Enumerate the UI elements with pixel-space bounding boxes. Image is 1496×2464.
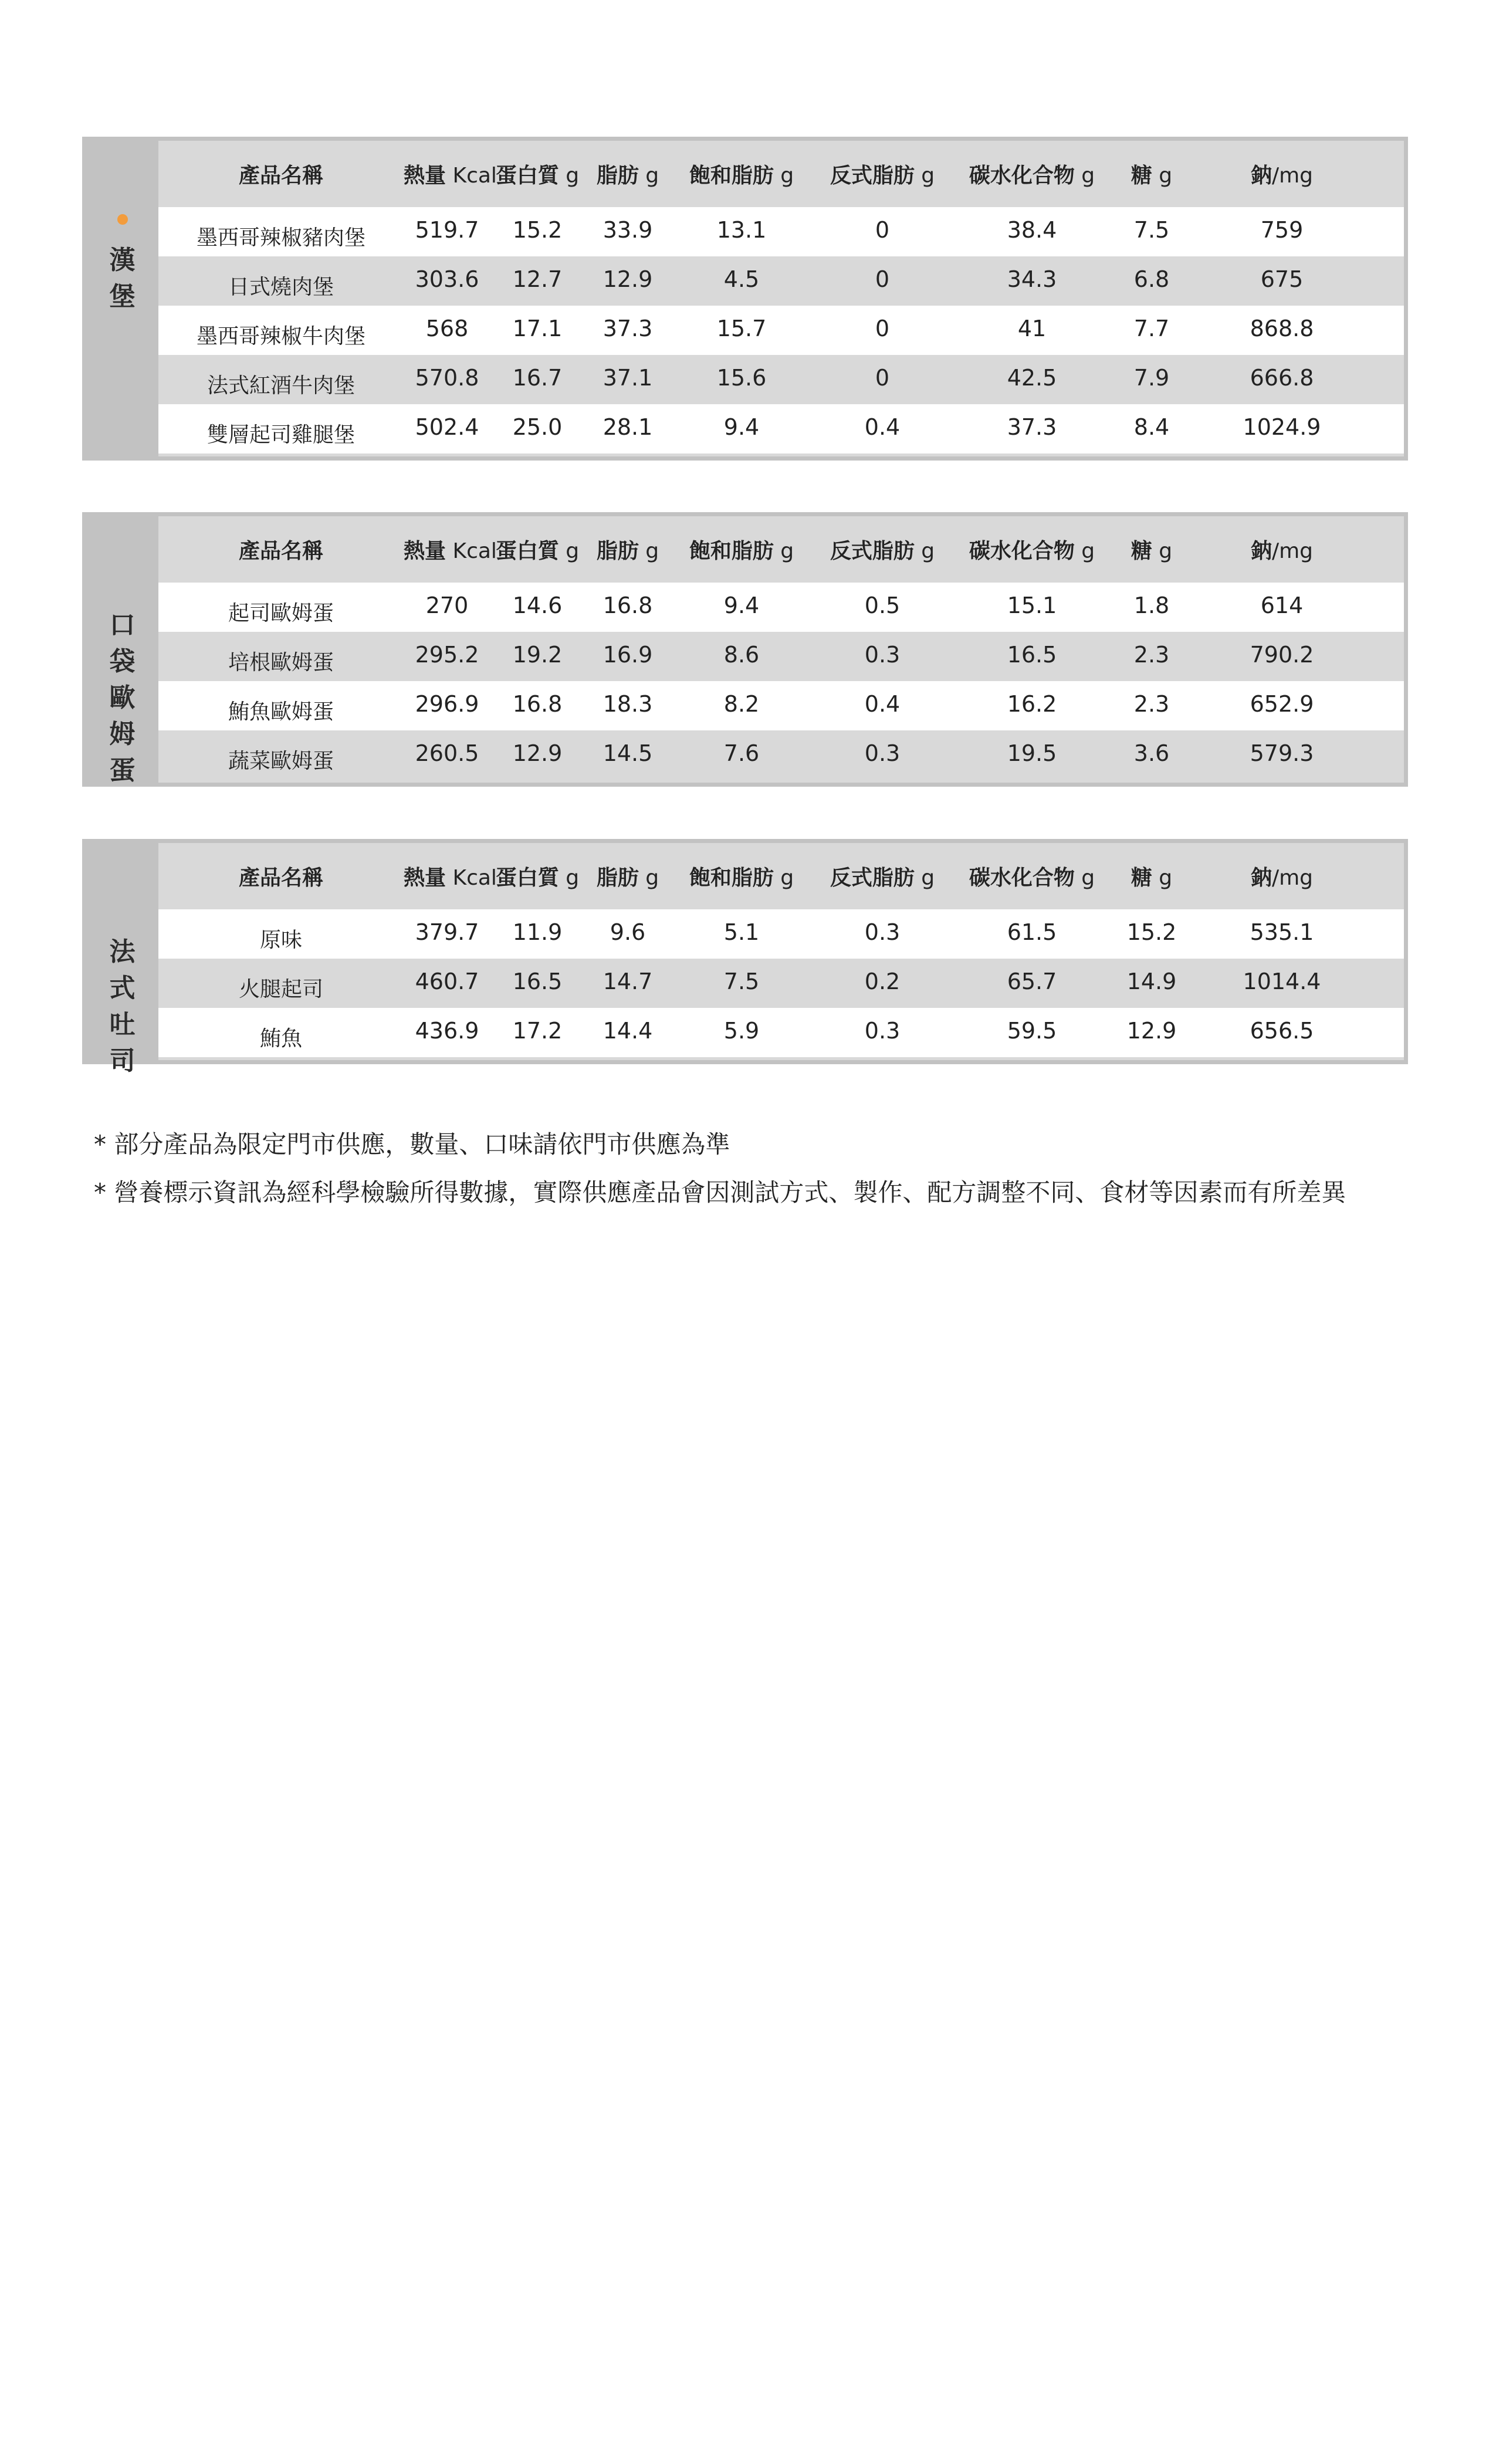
table-row [158, 306, 1404, 355]
nutrition-value-cell: 14.6 [512, 593, 563, 618]
nutrition-value-cell: 25.0 [512, 414, 563, 440]
nutrition-value-cell: 38.4 [1007, 217, 1057, 243]
nutrition-value-cell: 9.4 [723, 593, 760, 618]
column-header-label: 反式脂肪 [830, 539, 915, 563]
nutrition-value-cell: 28.1 [603, 414, 653, 440]
column-header-label: 飽和脂肪 [689, 539, 774, 563]
nutrition-value-cell: 7.5 [723, 969, 760, 994]
nutrition-value-cell: 6.8 [1133, 266, 1170, 292]
nutrition-value-cell: 65.7 [1007, 969, 1057, 994]
burger-nutrition-table [82, 137, 1408, 461]
nutrition-value-cell: 15.6 [716, 365, 767, 391]
product-name-cell: 原味 [259, 928, 302, 952]
column-header-label: 碳水化合物 [969, 164, 1075, 188]
nutrition-value-cell: 2.3 [1133, 642, 1170, 668]
nutrition-value-cell: 8.6 [723, 642, 760, 668]
table-row [158, 256, 1404, 306]
product-name-cell: 墨西哥辣椒豬肉堡 [196, 225, 365, 250]
category-char: 司 [109, 1046, 136, 1076]
nutrition-value-cell: 16.7 [512, 365, 563, 391]
nutrition-value-cell: 15.7 [716, 316, 767, 341]
nutrition-value-cell: 14.7 [603, 969, 653, 994]
column-header [158, 159, 404, 189]
category-char: 堡 [109, 282, 136, 312]
nutrition-value-cell: 675 [1260, 266, 1304, 292]
column-header-unit: g [914, 866, 935, 890]
category-char: 歐 [109, 683, 136, 713]
omelette-nutrition-table [82, 512, 1408, 787]
column-header-unit: g [1152, 539, 1173, 563]
column-header [490, 159, 584, 189]
table-row [158, 909, 1404, 959]
nutrition-value-cell: 9.6 [610, 919, 646, 945]
column-header-label: 反式脂肪 [830, 866, 915, 890]
product-name-cell: 鮪魚歐姆蛋 [228, 699, 334, 724]
nutrition-value-cell: 19.2 [512, 642, 563, 668]
nutrition-value-cell: 9.4 [723, 414, 760, 440]
column-header-label: 產品名稱 [238, 866, 323, 890]
nutrition-value-cell: 0.3 [864, 642, 901, 668]
column-header-label: 產品名稱 [238, 164, 323, 188]
column-header-unit: Kcal [446, 866, 497, 890]
nutrition-value-cell: 2.3 [1133, 691, 1170, 717]
nutrition-value-cell: 16.8 [512, 691, 563, 717]
table-row [158, 959, 1404, 1008]
nutrition-grid [158, 516, 1404, 780]
nutrition-value-cell: 15.2 [1126, 919, 1177, 945]
nutrition-value-cell: 14.4 [603, 1018, 653, 1044]
column-header [490, 534, 584, 564]
column-header-unit: Kcal [446, 164, 497, 188]
nutrition-value-cell: 270 [425, 593, 469, 618]
nutrition-value-cell: 460.7 [415, 969, 479, 994]
nutrition-value-cell: 0 [875, 217, 890, 243]
nutrition-value-cell: 0.3 [864, 919, 901, 945]
nutrition-value-cell: 535.1 [1250, 919, 1314, 945]
column-header-label: 鈉 [1250, 866, 1272, 890]
column-header [158, 534, 404, 564]
nutrition-value-cell: 12.9 [512, 740, 563, 766]
column-header [671, 861, 812, 891]
footnote-availability: * 部分產品為限定門市供應，數量、口味請依門市供應為準 [94, 1130, 730, 1159]
nutrition-value-cell: 0.4 [864, 691, 901, 717]
nutrition-value-cell: 379.7 [415, 919, 479, 945]
nutrition-value-cell: 3.6 [1133, 740, 1170, 766]
nutrition-value-cell: 33.9 [603, 217, 653, 243]
column-header [812, 861, 953, 891]
column-header [404, 861, 497, 891]
column-header-unit: g [914, 164, 935, 188]
column-header-label: 脂肪 [596, 866, 639, 890]
nutrition-value-cell: 568 [425, 316, 469, 341]
column-header-unit: g [1074, 164, 1095, 188]
nutrition-value-cell: 15.2 [512, 217, 563, 243]
column-header-unit: /mg [1271, 539, 1314, 563]
product-name-cell: 鮪魚 [259, 1026, 302, 1051]
column-header [953, 159, 1111, 189]
column-header [490, 861, 584, 891]
nutrition-value-cell: 12.9 [603, 266, 653, 292]
nutrition-value-cell: 14.9 [1126, 969, 1177, 994]
nutrition-value-cell: 656.5 [1250, 1018, 1314, 1044]
nutrition-value-cell: 790.2 [1250, 642, 1314, 668]
product-name-cell: 雙層起司雞腿堡 [207, 422, 355, 447]
column-header-unit: g [1152, 866, 1173, 890]
nutrition-value-cell: 502.4 [415, 414, 479, 440]
column-header-label: 產品名稱 [238, 539, 323, 563]
nutrition-value-cell: 7.9 [1133, 365, 1170, 391]
nutrition-value-cell: 16.8 [603, 593, 653, 618]
nutrition-value-cell: 8.2 [723, 691, 760, 717]
table-row [158, 632, 1404, 681]
column-header-unit: g [638, 164, 659, 188]
nutrition-value-cell: 868.8 [1250, 316, 1314, 341]
table-header-row [158, 516, 1404, 583]
nutrition-value-cell: 41 [1017, 316, 1047, 341]
column-header [584, 861, 671, 891]
nutrition-value-cell: 16.2 [1007, 691, 1057, 717]
column-header-label: 反式脂肪 [830, 164, 915, 188]
column-header-label: 糖 [1131, 866, 1152, 890]
category-char: 口 [109, 610, 136, 640]
nutrition-value-cell: 0.4 [864, 414, 901, 440]
nutrition-grid [158, 141, 1404, 453]
nutrition-grid [158, 843, 1404, 1057]
nutrition-value-cell: 0 [875, 365, 890, 391]
column-header [1192, 534, 1372, 564]
nutrition-value-cell: 34.3 [1007, 266, 1057, 292]
product-name-cell: 培根歐姆蛋 [228, 650, 334, 675]
nutrition-value-cell: 570.8 [415, 365, 479, 391]
column-header-unit: /mg [1271, 866, 1314, 890]
category-char: 袋 [109, 647, 136, 676]
nutrition-value-cell: 1.8 [1133, 593, 1170, 618]
column-header-unit: Kcal [446, 539, 497, 563]
nutrition-value-cell: 37.3 [603, 316, 653, 341]
column-header-label: 脂肪 [596, 164, 639, 188]
nutrition-value-cell: 295.2 [415, 642, 479, 668]
column-header-label: 飽和脂肪 [689, 866, 774, 890]
column-header [158, 861, 404, 891]
column-header-unit: g [914, 539, 935, 563]
column-header [1192, 159, 1372, 189]
column-header [671, 534, 812, 564]
column-header-unit: g [773, 164, 794, 188]
table-header-row [158, 843, 1404, 909]
nutrition-value-cell: 17.2 [512, 1018, 563, 1044]
product-name-cell: 火腿起司 [238, 977, 323, 1001]
table-header-row [158, 141, 1404, 207]
nutrition-value-cell: 614 [1260, 593, 1304, 618]
nutrition-value-cell: 652.9 [1250, 691, 1314, 717]
category-char: 蛋 [109, 756, 136, 786]
table-row [158, 681, 1404, 730]
column-header [953, 861, 1111, 891]
category-label [86, 843, 158, 1076]
nutrition-value-cell: 37.1 [603, 365, 653, 391]
nutrition-value-cell: 18.3 [603, 691, 653, 717]
nutrition-value-cell: 4.5 [723, 266, 760, 292]
nutrition-value-cell: 19.5 [1007, 740, 1057, 766]
product-name-cell: 蔬菜歐姆蛋 [228, 749, 334, 773]
nutrition-value-cell: 12.7 [512, 266, 563, 292]
column-header [671, 159, 812, 189]
column-header-label: 飽和脂肪 [689, 164, 774, 188]
product-name-cell: 法式紅酒牛肉堡 [207, 373, 355, 398]
column-header-label: 蛋白質 [495, 866, 559, 890]
nutrition-value-cell: 666.8 [1250, 365, 1314, 391]
category-char: 吐 [109, 1010, 136, 1040]
table-row [158, 730, 1404, 780]
column-header-label: 熱量 [404, 539, 446, 563]
column-header-label: 鈉 [1250, 164, 1272, 188]
category-char: 式 [109, 973, 136, 1003]
column-header-label: 熱量 [404, 164, 446, 188]
category-char: 漢 [109, 245, 136, 275]
column-header [1192, 861, 1372, 891]
column-header-label: 碳水化合物 [969, 539, 1075, 563]
category-label [86, 141, 158, 456]
column-header-unit: /mg [1271, 164, 1314, 188]
nutrition-value-cell: 15.1 [1007, 593, 1057, 618]
column-header-label: 糖 [1131, 539, 1152, 563]
nutrition-value-cell: 0.3 [864, 1018, 901, 1044]
nutrition-value-cell: 59.5 [1007, 1018, 1057, 1044]
nutrition-value-cell: 16.9 [603, 642, 653, 668]
column-header [1111, 534, 1192, 564]
table-row [158, 404, 1404, 453]
column-header-label: 脂肪 [596, 539, 639, 563]
nutrition-value-cell: 579.3 [1250, 740, 1314, 766]
column-header-unit: g [559, 164, 580, 188]
nutrition-value-cell: 0 [875, 316, 890, 341]
product-name-cell: 日式燒肉堡 [228, 275, 334, 299]
column-header [1111, 861, 1192, 891]
column-header-unit: g [638, 539, 659, 563]
category-label [86, 516, 158, 786]
column-header [404, 534, 497, 564]
column-header [812, 159, 953, 189]
nutrition-value-cell: 7.7 [1133, 316, 1170, 341]
nutrition-value-cell: 7.5 [1133, 217, 1170, 243]
french-toast-nutrition-table [82, 839, 1408, 1076]
column-header-unit: g [559, 866, 580, 890]
category-char: 姆 [109, 719, 136, 749]
table-row [158, 207, 1404, 256]
nutrition-value-cell: 0 [875, 266, 890, 292]
nutrition-value-cell: 16.5 [512, 969, 563, 994]
column-header [404, 159, 497, 189]
column-header-unit: g [773, 866, 794, 890]
footnotes [94, 1121, 1346, 1217]
nutrition-value-cell: 5.9 [723, 1018, 760, 1044]
nutrition-value-cell: 5.1 [723, 919, 760, 945]
nutrition-value-cell: 260.5 [415, 740, 479, 766]
category-char: 法 [109, 937, 136, 967]
column-header [1111, 159, 1192, 189]
nutrition-value-cell: 13.1 [716, 217, 767, 243]
nutrition-value-cell: 1014.4 [1243, 969, 1321, 994]
bullet-dot-icon [117, 214, 128, 225]
nutrition-value-cell: 519.7 [415, 217, 479, 243]
nutrition-value-cell: 42.5 [1007, 365, 1057, 391]
column-header [812, 534, 953, 564]
table-row [158, 1008, 1404, 1057]
nutrition-value-cell: 11.9 [512, 919, 563, 945]
column-header-label: 蛋白質 [495, 539, 559, 563]
nutrition-value-cell: 759 [1260, 217, 1304, 243]
column-header-label: 鈉 [1250, 539, 1272, 563]
column-header [953, 534, 1111, 564]
column-header-unit: g [559, 539, 580, 563]
column-header-label: 蛋白質 [495, 164, 559, 188]
column-header-unit: g [1074, 539, 1095, 563]
nutrition-value-cell: 436.9 [415, 1018, 479, 1044]
nutrition-value-cell: 61.5 [1007, 919, 1057, 945]
nutrition-value-cell: 0.5 [864, 593, 901, 618]
column-header [584, 534, 671, 564]
nutrition-value-cell: 296.9 [415, 691, 479, 717]
nutrition-value-cell: 1024.9 [1243, 414, 1321, 440]
product-name-cell: 墨西哥辣椒牛肉堡 [196, 324, 365, 348]
column-header-unit: g [1152, 164, 1173, 188]
column-header-label: 糖 [1131, 164, 1152, 188]
nutrition-value-cell: 303.6 [415, 266, 479, 292]
nutrition-value-cell: 0.3 [864, 740, 901, 766]
nutrition-value-cell: 17.1 [512, 316, 563, 341]
table-row [158, 583, 1404, 632]
column-header-label: 碳水化合物 [969, 866, 1075, 890]
nutrition-value-cell: 37.3 [1007, 414, 1057, 440]
table-row [158, 355, 1404, 404]
product-name-cell: 起司歐姆蛋 [228, 601, 334, 625]
nutrition-value-cell: 12.9 [1126, 1018, 1177, 1044]
nutrition-value-cell: 7.6 [723, 740, 760, 766]
column-header-unit: g [638, 866, 659, 890]
column-header [584, 159, 671, 189]
column-header-unit: g [773, 539, 794, 563]
footnote-disclaimer: * 營養標示資訊為經科學檢驗所得數據，實際供應產品會因測試方式、製作、配方調整不同、食材等因素而有所差異 [94, 1178, 1346, 1207]
column-header-label: 熱量 [404, 866, 446, 890]
column-header-unit: g [1074, 866, 1095, 890]
nutrition-value-cell: 0.2 [864, 969, 901, 994]
nutrition-value-cell: 16.5 [1007, 642, 1057, 668]
nutrition-value-cell: 14.5 [603, 740, 653, 766]
nutrition-value-cell: 8.4 [1133, 414, 1170, 440]
